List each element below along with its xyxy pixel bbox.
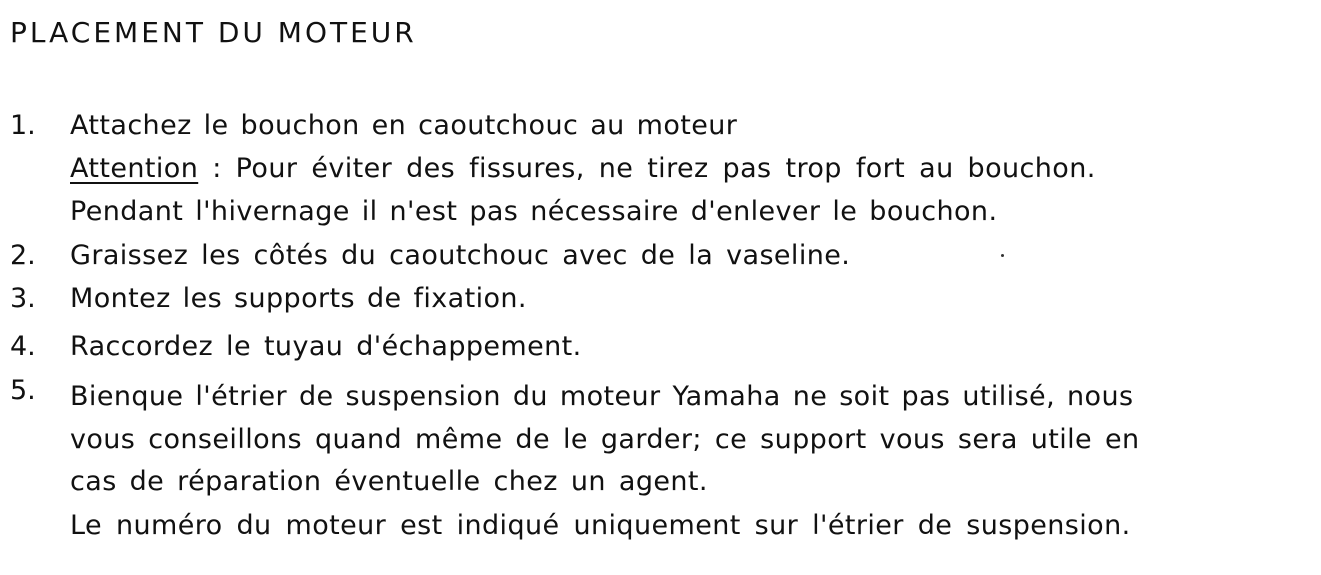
list-item-text: Pendant l'hivernage il n'est pas nécessaire d'enlever le bouchon. [70,196,998,227]
list-item-text: Attachez le bouchon en caoutchouc au moteur [70,110,738,141]
list-item-text: Montez les supports de fixation. [70,283,527,314]
list-item-text: vous conseillons quand même de le garder; ce support vous sera utile en [70,424,1140,455]
attention-note [70,153,1096,184]
list-item-text: Raccordez le tuyau d'échappement. [70,331,582,362]
list-item-text: cas de réparation éventuelle chez un agent. [70,466,708,497]
attention-label: Attention [70,153,199,184]
list-item-number: 3. [10,283,36,314]
list-item-number: 2. [10,240,36,271]
list-item-text: Le numéro du moteur est indiqué uniquement sur l'étrier de suspension. [70,510,1131,541]
stray-mark [1001,254,1004,257]
list-item-text: Graissez les côtés du caoutchouc avec de la vaseline. [70,240,851,271]
list-item-number: 5. [10,375,36,406]
page-title: PLACEMENT DU MOTEUR [10,16,417,49]
list-item-number: 4. [10,331,36,362]
list-item-text: Bienque l'étrier de suspension du moteur Yamaha ne soit pas utilisé, nous [70,381,1134,412]
list-item-number: 1. [10,110,36,141]
attention-text: : Pour éviter des fissures, ne tirez pas trop fort au bouchon. [198,153,1096,184]
